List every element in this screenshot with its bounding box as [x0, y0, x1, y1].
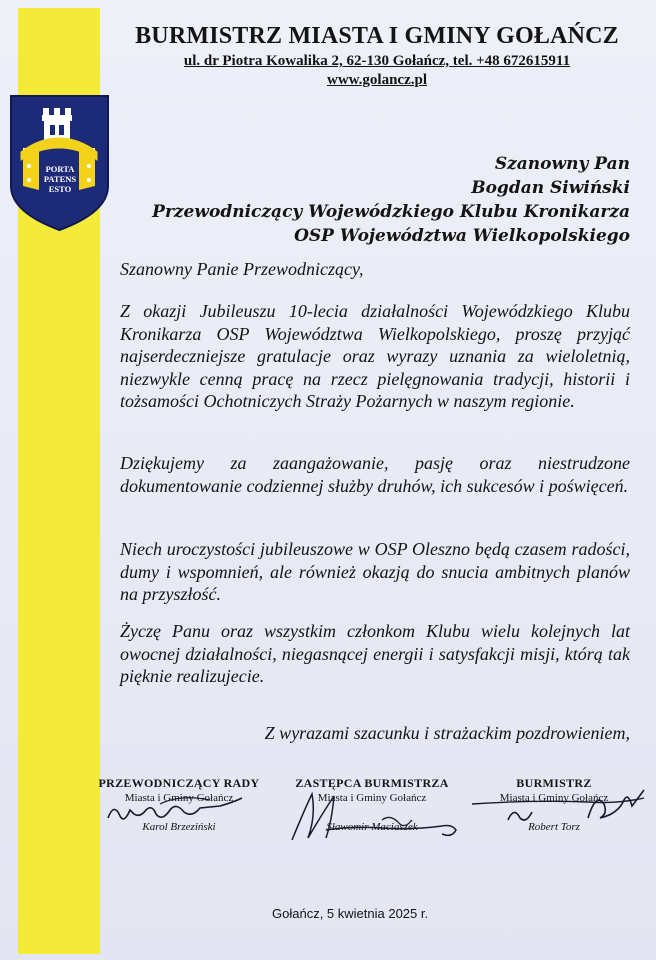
letterhead: [118, 22, 636, 90]
letter-paragraph-3: Niech uroczystości jubileuszowe w OSP Oleszno będą czasem radości, dumy i wspomnień, ale również okazją do snucia ambitnych planów na przyszłość.: [120, 539, 630, 604]
signature-name: Sławomir Maciaszek: [326, 821, 418, 833]
crest-motto-line2: PATENS: [43, 174, 77, 184]
coat-of-arms-icon: [9, 94, 110, 232]
letterhead-title: BURMISTRZ MIASTA I GMINY GOŁAŃCZ: [135, 23, 619, 49]
signature-org: Miasta i Gminy Gołańcz: [317, 792, 427, 804]
signature-role: BURMISTRZ: [516, 776, 592, 790]
signature-org: Miasta i Gminy Gołańcz: [124, 792, 234, 804]
signature-block-deputy-mayor: [272, 776, 472, 833]
letter-paragraph-2: Dziękujemy za zaangażowanie, pasję oraz niestrudzone dokumentowanie codziennej służby druhów, ich sukcesów i poświęceń.: [120, 453, 630, 496]
signature-name: Robert Torz: [528, 821, 580, 833]
signature-name: Karol Brzeziński: [142, 821, 216, 833]
letter-paragraph-4: Życzę Panu oraz wszystkim członkom Klubu wielu kolejnych lat owocnej działalności, niegasnącej energii i satysfakcji misji, którą tak pięknie realizujecie.: [120, 621, 630, 686]
recipient-title: Przewodniczący Wojewódzkiego Klubu Kronikarza: [152, 202, 630, 222]
letter-date: Gołańcz, 5 kwietnia 2025 r.: [272, 906, 429, 921]
recipient-organization: OSP Województwa Wielkopolskiego: [294, 226, 630, 246]
recipient-name: Bogdan Siwiński: [471, 178, 630, 198]
signature-role: PRZEWODNICZĄCY RADY: [98, 776, 260, 790]
crest-motto-line3: ESTO: [48, 184, 72, 194]
recipient-greeting: Szanowny Pan: [494, 154, 630, 174]
letterhead-address: ul. dr Piotra Kowalika 2, 62-130 Gołańcz, tel. +48 672615911: [183, 53, 571, 69]
signature-block-council-chair: [96, 776, 262, 833]
letter-salutation: Szanowny Panie Przewodniczący,: [120, 259, 364, 279]
letterhead-website-link[interactable]: www.golancz.pl: [326, 72, 427, 88]
signature-block-mayor: [486, 776, 622, 833]
crest-motto-line1: PORTA: [45, 164, 75, 174]
signature-role: ZASTĘPCA BURMISTRZA: [295, 776, 449, 790]
crest-motto: [39, 164, 81, 194]
letter-paragraph-1: Z okazji Jubileuszu 10-lecia działalności Wojewódzkiego Klubu Kronikarza OSP Województwa Wielkopolskiego, proszę przyjąć najserdeczniejsze gratulacje oraz wyrazy uznania za wieloletnią, niezwykle cenną pracę na rzecz pielęgnowania tradycji, historii i tożsamości Ochotniczych Straży Pożarnych w naszym regionie.: [120, 301, 630, 411]
signature-org: Miasta i Gminy Gołańcz: [499, 792, 609, 804]
recipient-block: [152, 152, 630, 248]
letter-closing: Z wyrazami szacunku i strażackim pozdrowieniem,: [264, 723, 630, 743]
